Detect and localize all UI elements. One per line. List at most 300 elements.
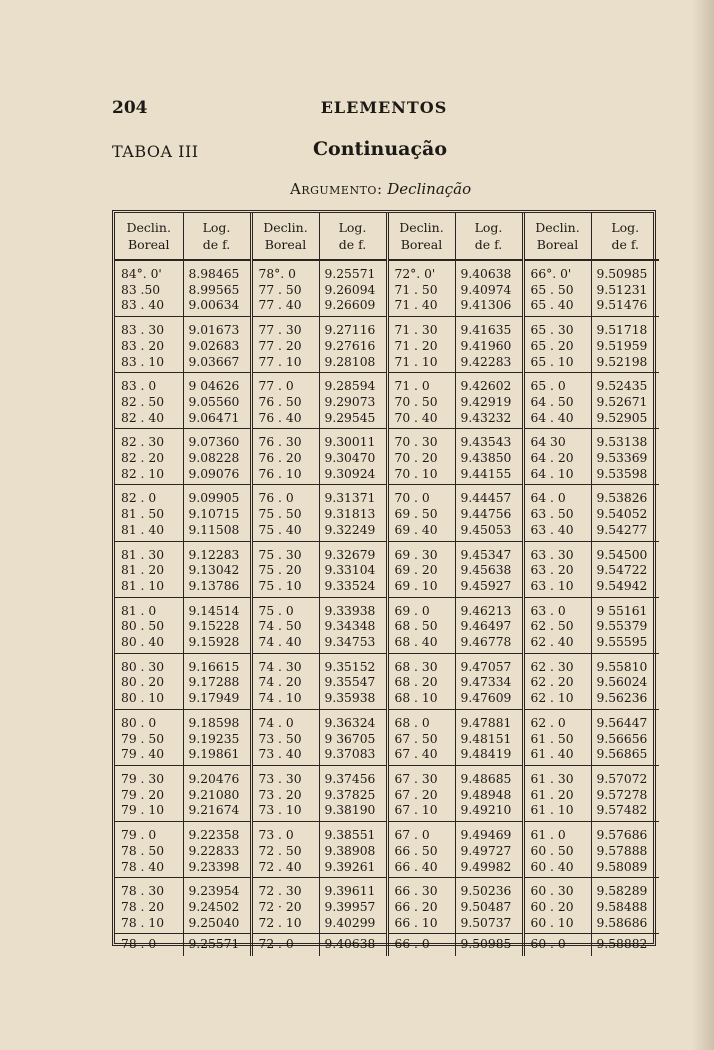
declination-cell: 63 . 20 <box>523 563 591 579</box>
declination-cell: 72 . 50 <box>251 844 319 860</box>
log-value-cell: 9.34753 <box>319 635 387 653</box>
declination-cell: 61 . 30 <box>523 765 591 787</box>
log-value-cell: 9.54500 <box>596 547 648 562</box>
log-value-cell: 9.50985 <box>455 934 523 956</box>
declination-cell: 69 . 0 <box>387 597 455 619</box>
log-value-cell: 9.41635 <box>455 317 523 339</box>
log-value-cell: 9.54052 <box>596 507 648 522</box>
declination-cell: 80 . 10 <box>115 691 183 709</box>
log-value-cell: 9.30011 <box>319 429 387 451</box>
log-value-cell: 9.29073 <box>319 395 387 411</box>
header-line: de f. <box>474 237 503 252</box>
log-value-cell: 9.48419 <box>455 747 523 765</box>
log-value-cell: 9.53369 <box>596 451 648 466</box>
declination-cell: 67 . 0 <box>387 822 455 844</box>
table-row <box>115 485 659 507</box>
log-value-cell: 9.51718 <box>596 323 648 338</box>
table-row <box>115 298 659 316</box>
declination-cell: 62 . 40 <box>523 635 591 653</box>
log-value-cell: 9.09076 <box>183 467 251 485</box>
log-value-cell: 9.37083 <box>319 747 387 765</box>
declination-cell: 64 . 20 <box>523 451 591 467</box>
declination-cell: 70 . 50 <box>387 395 455 411</box>
log-value-cell: 9.33524 <box>319 579 387 597</box>
declination-cell: 78 . 20 <box>115 900 183 916</box>
declination-cell: 79 . 50 <box>115 732 183 748</box>
table-row <box>115 283 659 299</box>
declination-cell: 68 . 0 <box>387 709 455 731</box>
log-value-cell: 9.58686 <box>591 916 659 934</box>
log-value-cell: 9.50737 <box>455 916 523 934</box>
header-line: Log. <box>202 220 231 235</box>
log-value-cell: 9.20476 <box>183 765 251 787</box>
log-value-cell: 9.57072 <box>596 771 648 786</box>
log-value-cell: 9.27616 <box>319 339 387 355</box>
declination-cell: 63 . 30 <box>523 541 591 563</box>
table-row <box>115 803 659 821</box>
declination-cell: 83 . 20 <box>115 339 183 355</box>
declination-cell: 74 . 50 <box>251 619 319 635</box>
log-value-cell: 9.54942 <box>591 579 659 597</box>
log-value-cell: 9.58488 <box>596 899 648 914</box>
declination-cell: 66 . 40 <box>387 860 455 878</box>
declination-cell: 73 . 0 <box>251 822 319 844</box>
log-value-cell: 9.54277 <box>591 523 659 541</box>
declination-cell: 69 . 40 <box>387 523 455 541</box>
log-value-cell: 9.45053 <box>455 523 523 541</box>
log-value-cell: 9.14514 <box>183 597 251 619</box>
declination-cell: 80 . 0 <box>115 709 183 731</box>
declination-cell: 68 . 20 <box>387 675 455 691</box>
log-value-cell: 9.48151 <box>455 732 523 748</box>
declination-cell: 69 . 50 <box>387 507 455 523</box>
declination-cell: 73 . 10 <box>251 803 319 821</box>
declination-cell: 71 . 30 <box>387 317 455 339</box>
declination-cell: 75 . 10 <box>251 579 319 597</box>
declination-cell: 76 . 40 <box>251 411 319 429</box>
log-value-cell: 9.26094 <box>319 283 387 299</box>
table-row <box>115 675 659 691</box>
header-declin-boreal <box>523 213 591 260</box>
log-value-cell: 9.31371 <box>319 485 387 507</box>
log-value-cell: 9.33104 <box>319 563 387 579</box>
declination-cell: 68 . 50 <box>387 619 455 635</box>
declination-cell: 83 . 0 <box>115 373 183 395</box>
declination-cell: 60 . 0 <box>523 934 591 956</box>
log-value-cell: 9.25571 <box>183 934 251 956</box>
table-row <box>115 653 659 675</box>
declination-cell: 75 . 0 <box>251 597 319 619</box>
declination-cell: 80 . 40 <box>115 635 183 653</box>
log-value-cell: 9.42919 <box>455 395 523 411</box>
log-value-cell: 9.12283 <box>183 541 251 563</box>
table-row <box>115 691 659 709</box>
log-value-cell: 9.13786 <box>183 579 251 597</box>
table-row <box>115 844 659 860</box>
declination-cell: 83 .50 <box>115 283 183 299</box>
table-row <box>115 732 659 748</box>
declination-cell: 60 . 20 <box>523 900 591 916</box>
log-value-cell: 9.13042 <box>183 563 251 579</box>
declination-cell: 66 . 10 <box>387 916 455 934</box>
log-value-cell: 9.51959 <box>596 338 648 353</box>
declination-cell: 77 . 20 <box>251 339 319 355</box>
log-value-cell: 9.47334 <box>455 675 523 691</box>
log-value-cell: 9.46497 <box>455 619 523 635</box>
log-value-cell: 9.35152 <box>319 653 387 675</box>
log-value-cell: 9.53598 <box>591 467 659 485</box>
log-value-cell: 9.52198 <box>591 355 659 373</box>
log-value-cell: 9.54722 <box>596 563 648 578</box>
log-value-cell: 9.09905 <box>183 485 251 507</box>
declination-cell: 71 . 10 <box>387 355 455 373</box>
header-line: Log. <box>474 220 503 235</box>
log-value-cell: 9.07360 <box>183 429 251 451</box>
continuation-heading: Continuação <box>312 138 448 160</box>
declination-cell: 78 . 10 <box>115 916 183 934</box>
declination-cell: 80 . 30 <box>115 653 183 675</box>
declination-cell: 80 . 20 <box>115 675 183 691</box>
log-value-cell: 9.48948 <box>455 788 523 804</box>
table-row <box>115 260 659 283</box>
declination-cell: 74 . 40 <box>251 635 319 653</box>
log-value-cell: 9.48685 <box>455 765 523 787</box>
log-value-cell: 9.11508 <box>183 523 251 541</box>
log-value-cell: 9.33938 <box>319 597 387 619</box>
declination-cell: 79 . 0 <box>115 822 183 844</box>
header-line: Declin. <box>399 220 444 235</box>
log-value-cell: 9.24502 <box>183 900 251 916</box>
declination-cell: 66 . 20 <box>387 900 455 916</box>
table-row <box>115 411 659 429</box>
header-log-f <box>319 213 387 260</box>
log-value-cell: 9.43850 <box>455 451 523 467</box>
log-value-cell: 9.01673 <box>183 317 251 339</box>
declination-cell: 70 . 10 <box>387 467 455 485</box>
log-value-cell: 9.29545 <box>319 411 387 429</box>
declination-cell: 72 · 20 <box>251 900 319 916</box>
declination-cell: 72°. 0' <box>387 260 455 283</box>
log-value-cell: 9.37456 <box>319 765 387 787</box>
declination-cell: 63 . 40 <box>523 523 591 541</box>
log-value-cell: 9.36324 <box>319 709 387 731</box>
header-line: de f. <box>611 237 640 252</box>
log-value-cell: 9 36705 <box>319 732 387 748</box>
declination-cell: 74 . 10 <box>251 691 319 709</box>
table-row <box>115 597 659 619</box>
declination-cell: 82 . 40 <box>115 411 183 429</box>
declination-cell: 83 . 40 <box>115 298 183 316</box>
log-value-cell: 9.16615 <box>183 653 251 675</box>
declination-cell: 76 . 20 <box>251 451 319 467</box>
declination-cell: 65 . 0 <box>523 373 591 395</box>
log-value-cell: 9.55379 <box>596 619 648 634</box>
declination-cell: 81 . 50 <box>115 507 183 523</box>
log-value-cell: 9.03667 <box>183 355 251 373</box>
log-value-cell: 9.25040 <box>183 916 251 934</box>
log-value-cell: 9.08228 <box>183 451 251 467</box>
log-value-cell: 9.21080 <box>183 788 251 804</box>
table-row <box>115 619 659 635</box>
log-value-cell: 9.50236 <box>455 878 523 900</box>
declination-cell: 77 . 10 <box>251 355 319 373</box>
declination-cell: 77 . 0 <box>251 373 319 395</box>
log-value-cell: 9.18598 <box>183 709 251 731</box>
declination-cell: 71 . 50 <box>387 283 455 299</box>
declination-cell: 68 . 30 <box>387 653 455 675</box>
running-head <box>112 98 656 122</box>
log-value-cell: 9.57686 <box>596 828 648 843</box>
log-value-cell: 9.22833 <box>183 844 251 860</box>
declination-cell: 67 . 30 <box>387 765 455 787</box>
log-value-cell: 9.34348 <box>319 619 387 635</box>
log-value-cell: 9.43232 <box>455 411 523 429</box>
header-line: Boreal <box>536 237 579 252</box>
log-value-cell: 9.53138 <box>596 435 648 450</box>
declination-cell: 64 . 0 <box>523 485 591 507</box>
declination-cell: 82 . 10 <box>115 467 183 485</box>
declination-cell: 65 . 50 <box>523 283 591 299</box>
declination-cell: 66 . 50 <box>387 844 455 860</box>
log-value-cell: 9.52905 <box>591 411 659 429</box>
log-value-cell: 9.53826 <box>596 491 648 506</box>
log-value-cell: 9.47057 <box>455 653 523 675</box>
declination-cell: 78°. 0 <box>251 260 319 283</box>
log-value-cell: 9.39611 <box>319 878 387 900</box>
table-id: TABOA III <box>112 142 199 161</box>
log-value-cell: 9.47881 <box>455 709 523 731</box>
page-gutter-shadow <box>692 0 714 1050</box>
declination-cell: 70 . 30 <box>387 429 455 451</box>
log-value-cell: 9.15228 <box>183 619 251 635</box>
declination-cell: 61 . 40 <box>523 747 591 765</box>
declination-cell: 73 . 30 <box>251 765 319 787</box>
log-value-cell: 9.39957 <box>319 900 387 916</box>
table-row <box>115 822 659 844</box>
header-log-f <box>591 213 659 260</box>
log-value-cell: 9.38908 <box>319 844 387 860</box>
log-value-cell: 9 55161 <box>596 603 648 618</box>
declination-cell: 64 . 40 <box>523 411 591 429</box>
declination-cell: 65 . 20 <box>523 339 591 355</box>
argument-label: Argumento: <box>290 180 383 198</box>
declination-cell: 76 . 50 <box>251 395 319 411</box>
declination-cell: 69 . 20 <box>387 563 455 579</box>
declination-cell: 78 . 50 <box>115 844 183 860</box>
declination-cell: 62 . 10 <box>523 691 591 709</box>
header-line: de f. <box>338 237 367 252</box>
section-title: ELEMENTOS <box>320 98 448 117</box>
declination-cell: 70 . 0 <box>387 485 455 507</box>
log-value-cell: 9.41306 <box>455 298 523 316</box>
log-value-cell: 9.45347 <box>455 541 523 563</box>
declination-cell: 63 . 0 <box>523 597 591 619</box>
log-value-cell: 9.25571 <box>319 260 387 283</box>
log-value-cell: 9 04626 <box>183 373 251 395</box>
declination-cell: 83 . 30 <box>115 317 183 339</box>
declination-cell: 82 . 0 <box>115 485 183 507</box>
log-value-cell: 9.23398 <box>183 860 251 878</box>
header-line: Declin. <box>263 220 308 235</box>
log-value-cell: 9.32249 <box>319 523 387 541</box>
declination-cell: 80 . 50 <box>115 619 183 635</box>
declination-cell: 71 . 20 <box>387 339 455 355</box>
log-value-cell: 9.19861 <box>183 747 251 765</box>
header-line: Log. <box>338 220 367 235</box>
declination-cell: 81 . 20 <box>115 563 183 579</box>
log-value-cell: 9.10715 <box>183 507 251 523</box>
table-row <box>115 709 659 731</box>
log-value-cell: 9.57888 <box>596 843 648 858</box>
log-value-cell: 9.51476 <box>591 298 659 316</box>
log-value-cell: 9.30470 <box>319 451 387 467</box>
declination-cell: 66 . 0 <box>387 934 455 956</box>
header-declin-boreal <box>387 213 455 260</box>
log-value-cell: 9.57278 <box>596 787 648 802</box>
declination-cell: 79 . 30 <box>115 765 183 787</box>
table-row <box>115 467 659 485</box>
table-row <box>115 900 659 916</box>
log-value-cell: 9.56236 <box>591 691 659 709</box>
declination-cell: 63 . 10 <box>523 579 591 597</box>
log-value-cell: 9.28108 <box>319 355 387 373</box>
declination-cell: 83 . 10 <box>115 355 183 373</box>
header-declin-boreal <box>251 213 319 260</box>
header-log-f <box>455 213 523 260</box>
table-final-row <box>115 934 659 956</box>
log-value-cell: 9.19235 <box>183 732 251 748</box>
declination-cell: 69 . 30 <box>387 541 455 563</box>
header-line: Declin. <box>535 220 580 235</box>
log-value-cell: 9.45638 <box>455 563 523 579</box>
declination-cell: 74 . 20 <box>251 675 319 691</box>
declination-cell: 61 . 50 <box>523 732 591 748</box>
log-value-cell: 9.56024 <box>596 675 648 690</box>
table-row <box>115 523 659 541</box>
log-value-cell: 9.58089 <box>591 860 659 878</box>
declination-cell: 78 . 40 <box>115 860 183 878</box>
log-value-cell: 9.46213 <box>455 597 523 619</box>
log-value-cell: 9.31813 <box>319 507 387 523</box>
declination-cell: 72 . 40 <box>251 860 319 878</box>
declination-cell: 78 . 0 <box>115 934 183 956</box>
log-value-cell: 9.05560 <box>183 395 251 411</box>
declination-cell: 62 . 30 <box>523 653 591 675</box>
log-value-cell: 9.55810 <box>596 659 648 674</box>
log-value-cell: 9.51231 <box>596 282 648 297</box>
header-line: Log. <box>611 220 640 235</box>
declination-cell: 64 30 <box>523 429 591 451</box>
log-value-cell: 9.15928 <box>183 635 251 653</box>
log-value-cell: 9.38190 <box>319 803 387 821</box>
log-value-cell: 9.56865 <box>591 747 659 765</box>
header-line: Declin. <box>126 220 171 235</box>
declination-cell: 65 . 30 <box>523 317 591 339</box>
header-log-f <box>183 213 251 260</box>
log-value-cell: 9.27116 <box>319 317 387 339</box>
log-value-cell: 9.44155 <box>455 467 523 485</box>
declination-cell: 73 . 20 <box>251 788 319 804</box>
declination-cell: 64 . 50 <box>523 395 591 411</box>
log-value-cell: 9.26609 <box>319 298 387 316</box>
declination-cell: 81 . 0 <box>115 597 183 619</box>
log-value-cell: 9.50487 <box>455 900 523 916</box>
declination-cell: 72 . 10 <box>251 916 319 934</box>
declination-cell: 75 . 30 <box>251 541 319 563</box>
declination-cell: 77 . 50 <box>251 283 319 299</box>
declination-cell: 67 . 50 <box>387 732 455 748</box>
log-value-cell: 9.49982 <box>455 860 523 878</box>
log-value-cell: 9.02683 <box>183 339 251 355</box>
table-row <box>115 451 659 467</box>
declination-cell: 68 . 40 <box>387 635 455 653</box>
declination-cell: 82 . 20 <box>115 451 183 467</box>
log-value-cell: 9.50985 <box>596 267 648 281</box>
declination-cell: 62 . 20 <box>523 675 591 691</box>
declination-cell: 71 . 40 <box>387 298 455 316</box>
table-row <box>115 579 659 597</box>
declination-cell: 61 . 0 <box>523 822 591 844</box>
declination-log-table <box>115 213 659 956</box>
declination-cell: 82 . 30 <box>115 429 183 451</box>
declination-cell: 72 . 0 <box>251 934 319 956</box>
declination-cell: 69 . 10 <box>387 579 455 597</box>
declination-cell: 71 . 0 <box>387 373 455 395</box>
declination-cell: 75 . 20 <box>251 563 319 579</box>
log-value-cell: 9.40299 <box>319 916 387 934</box>
log-value-cell: 9.49469 <box>455 822 523 844</box>
declination-cell: 63 . 50 <box>523 507 591 523</box>
log-value-cell: 9.46778 <box>455 635 523 653</box>
declination-cell: 73 . 50 <box>251 732 319 748</box>
declination-cell: 66°. 0' <box>523 260 591 283</box>
table-row <box>115 765 659 787</box>
declination-cell: 77 . 30 <box>251 317 319 339</box>
declination-cell: 73 . 40 <box>251 747 319 765</box>
log-value-cell: 9.00634 <box>183 298 251 316</box>
log-value-cell: 9.42283 <box>455 355 523 373</box>
declination-cell: 76 . 0 <box>251 485 319 507</box>
table-row <box>115 395 659 411</box>
header-declin-boreal <box>115 213 183 260</box>
log-value-cell: 9.52671 <box>596 394 648 409</box>
log-value-cell: 9.55595 <box>591 635 659 653</box>
declination-cell: 77 . 40 <box>251 298 319 316</box>
declination-cell: 64 . 10 <box>523 467 591 485</box>
argument-line <box>290 180 471 198</box>
declination-cell: 75 . 40 <box>251 523 319 541</box>
declination-cell: 67 . 10 <box>387 803 455 821</box>
log-value-cell: 9.47609 <box>455 691 523 709</box>
log-value-cell: 9.30924 <box>319 467 387 485</box>
table-row <box>115 355 659 373</box>
argument-value: Declinação <box>387 180 472 198</box>
log-value-cell: 9.56656 <box>596 731 648 746</box>
page-number: 204 <box>112 98 148 118</box>
table-row <box>115 317 659 339</box>
declination-cell: 67 . 20 <box>387 788 455 804</box>
declination-cell: 79 . 20 <box>115 788 183 804</box>
log-value-cell: 9.22358 <box>183 822 251 844</box>
table-row <box>115 878 659 900</box>
declination-cell: 61 . 20 <box>523 788 591 804</box>
declination-cell: 78 . 30 <box>115 878 183 900</box>
log-value-cell: 9.58289 <box>596 884 648 899</box>
table-row <box>115 635 659 653</box>
declination-cell: 60 . 10 <box>523 916 591 934</box>
declination-cell: 81 . 30 <box>115 541 183 563</box>
declination-cell: 79 . 40 <box>115 747 183 765</box>
